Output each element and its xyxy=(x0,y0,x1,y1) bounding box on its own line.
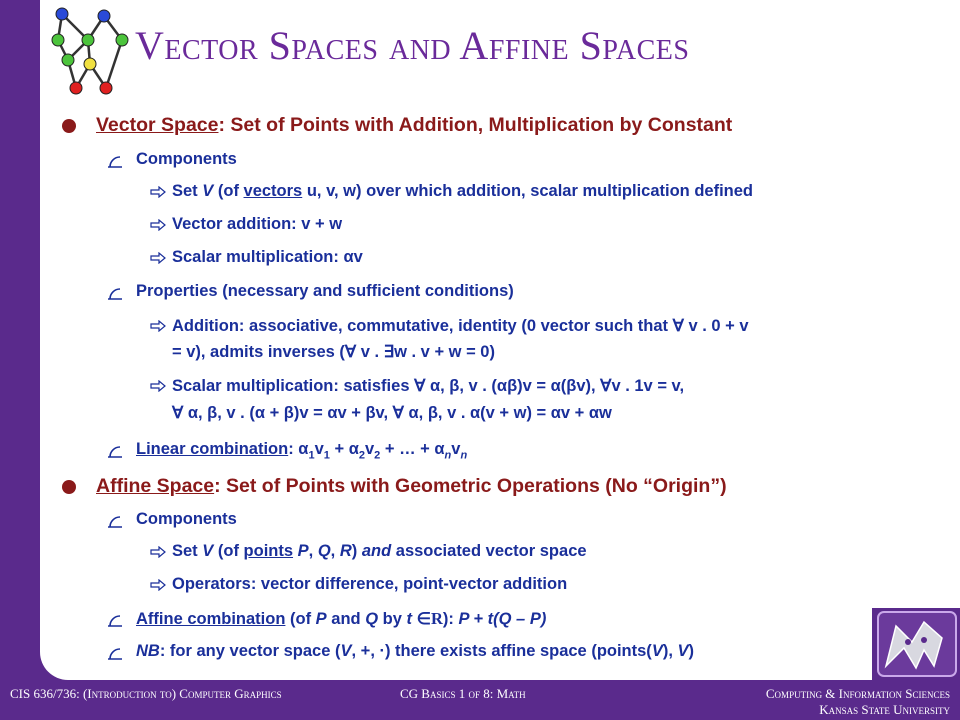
dash-bullet-icon xyxy=(106,513,124,529)
dash-bullet-icon xyxy=(106,153,124,169)
vs-properties: Properties (necessary and sufficient conditions) xyxy=(136,282,514,300)
bullet-icon xyxy=(62,119,76,133)
wildcat-icon xyxy=(872,608,960,680)
as-set-line: Set V (of points P, Q, R) and associated vector space xyxy=(172,542,587,560)
footer-lecture: CG Basics 1 of 8: Math xyxy=(400,686,526,701)
vs-scalar-multiplication: Scalar multiplication: αv xyxy=(172,248,363,266)
vector-space-term: Vector Space xyxy=(96,114,219,136)
as-affine-combination: Affine combination (of P and Q by t ∈R): P + t(Q – P) xyxy=(136,609,547,628)
arrow-bullet-icon xyxy=(150,320,166,332)
affine-space-heading xyxy=(96,475,727,498)
vs-addition-line2: = v), admits inverses (∀ v . ∃w . v + w = 0) xyxy=(172,343,495,361)
affine-space-definition: : Set of Points with Geometric Operations (No “Origin”) xyxy=(214,475,727,497)
vs-addition-line1: Addition: associative, commutative, identity (0 vector such that ∀ v . 0 + v xyxy=(172,317,749,335)
as-nb-line: NB: for any vector space (V, +, ·) there exists affine space (points(V), V) xyxy=(136,642,695,660)
vs-scalar-line2: ∀ α, β, v . (α + β)v = αv + βv, ∀ α, β, v . α(v + w) = αv + αw xyxy=(172,404,612,422)
as-operators: Operators: vector difference, point-vector addition xyxy=(172,575,568,593)
bullet-icon xyxy=(62,480,76,494)
arrow-bullet-icon xyxy=(150,252,166,264)
graph-logo-icon xyxy=(44,6,134,98)
vs-scalar-line1: Scalar multiplication: satisfies ∀ α, β, v . (αβ)v = α(βv), ∀v . 1v = v, xyxy=(172,377,685,395)
vs-set-line: Set V (of vectors u, v, w) over which addition, scalar multiplication defined xyxy=(172,182,753,200)
vs-linear-combination: Linear combination: $\alpha_1v_1 + \alpha_2v_2$ + … + $\alpha_nv_n$ xyxy=(136,440,468,462)
affine-space-term: Affine Space xyxy=(96,475,215,497)
arrow-bullet-icon xyxy=(150,219,166,231)
kstate-logo xyxy=(872,608,960,680)
arrow-bullet-icon xyxy=(150,579,166,591)
footer-dept: Computing & Information Sciences xyxy=(765,686,950,701)
dash-bullet-icon xyxy=(106,443,124,459)
arrow-bullet-icon xyxy=(150,546,166,558)
page-title: Vector Spaces and Affine Spaces xyxy=(135,23,690,68)
footer-course: CIS 636/736: (Introduction to) Computer Graphics xyxy=(10,686,282,701)
vs-vector-addition: Vector addition: v + w xyxy=(172,215,343,233)
footer-university: Kansas State University xyxy=(819,702,950,717)
arrow-bullet-icon xyxy=(150,186,166,198)
dash-bullet-icon xyxy=(106,612,124,628)
arrow-bullet-icon xyxy=(150,380,166,392)
as-components: Components xyxy=(136,510,237,528)
vs-components: Components xyxy=(136,150,237,168)
dash-bullet-icon xyxy=(106,645,124,661)
vector-space-heading xyxy=(96,114,732,137)
dash-bullet-icon xyxy=(106,285,124,301)
vector-space-definition: : Set of Points with Addition, Multiplication by Constant xyxy=(218,114,733,136)
